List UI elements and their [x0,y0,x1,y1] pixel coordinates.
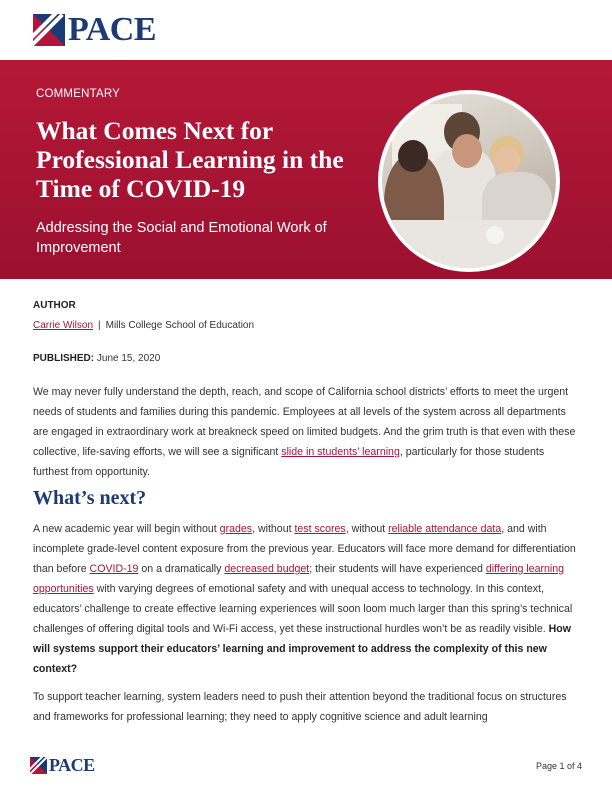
p2-text: with varying degrees of emotional safety and with unequal access to technology. In this context, educators’ challenge to create effective learning experiences will soon loom much larger than this spring’s technical challenges of offering digital tools and Wi-Fi access, yet these instructional hurdles won’t be as readily visible. [33,583,573,635]
author-line [33,320,254,331]
grades-link[interactable]: grades [219,523,253,535]
slide-in-learning-link[interactable]: slide in students’ learning [281,446,400,458]
page-number: Page 1 of 4 [535,761,582,771]
intro-text-end: , particularly for those students furthest from opportunity. [33,446,545,478]
learning-opportunities-link[interactable]: differing learning opportunities [33,563,565,595]
p2-text: on a dramatically [138,563,225,575]
published-label: PUBLISHED: [33,353,95,364]
p2-text: , and with incomplete grade-level content exposure from the previous year. Educators will face more demand for differentiation than before [33,523,576,575]
pace-logo[interactable] [33,13,156,47]
test-scores-link[interactable]: test scores [294,523,346,535]
whats-next-paragraph [33,519,581,679]
article-type-label: COMMENTARY [36,88,120,100]
hero-photo [378,90,560,272]
section-heading-whats-next: What’s next? [33,487,147,509]
teacher-learning-paragraph: To support teacher learning, system leaders need to push their attention beyond the traditional focus on structures and frameworks for professional learning; they need to apply cognitive science and adult learning [33,691,567,723]
p2-text: ; their students will have experienced [309,563,486,575]
educators-meeting-photo-icon [382,94,556,268]
author-affiliation: Mills College School of Education [105,320,255,331]
p2-text: A new academic year will begin without [33,523,220,535]
footer-logo-mark-icon [30,757,47,774]
footer-logo-text: PACE [49,755,95,775]
pace-logo-text: PACE [68,11,157,48]
author-separator: | [98,320,101,331]
author-heading: AUTHOR [33,300,76,311]
author-name-link[interactable]: Carrie Wilson [33,320,94,331]
published-line [33,353,160,364]
footer-pace-logo[interactable] [30,756,95,774]
published-date: June 15, 2020 [96,353,161,364]
decreased-budget-link[interactable]: decreased budget [224,563,310,575]
attendance-data-link[interactable]: reliable attendance data [388,523,502,535]
key-question: How will systems support their educators’ learning and improvement to address the complexity of this new context? [33,623,572,675]
article-subtitle: Addressing the Social and Emotional Work of Improvement [36,220,327,256]
intro-text: We may never fully understand the depth, reach, and scope of California school districts’ efforts to meet the urgent needs of students and families during this pandemic. Employees at all levels of the system across all departments are engaged in extraordinary work at breakneck speed on limited budgets. And the grim truth is that even with these collective, life-saving efforts, we will see a significant [33,386,576,458]
pace-logo-mark-icon [33,14,65,46]
intro-paragraph [33,382,581,482]
p2-text: , without [252,523,295,535]
p2-text: , without [345,523,389,535]
article-title: What Comes Next for Professional Learning in the Time of COVID-19 [36,116,344,203]
covid-19-link[interactable]: COVID-19 [89,563,139,575]
